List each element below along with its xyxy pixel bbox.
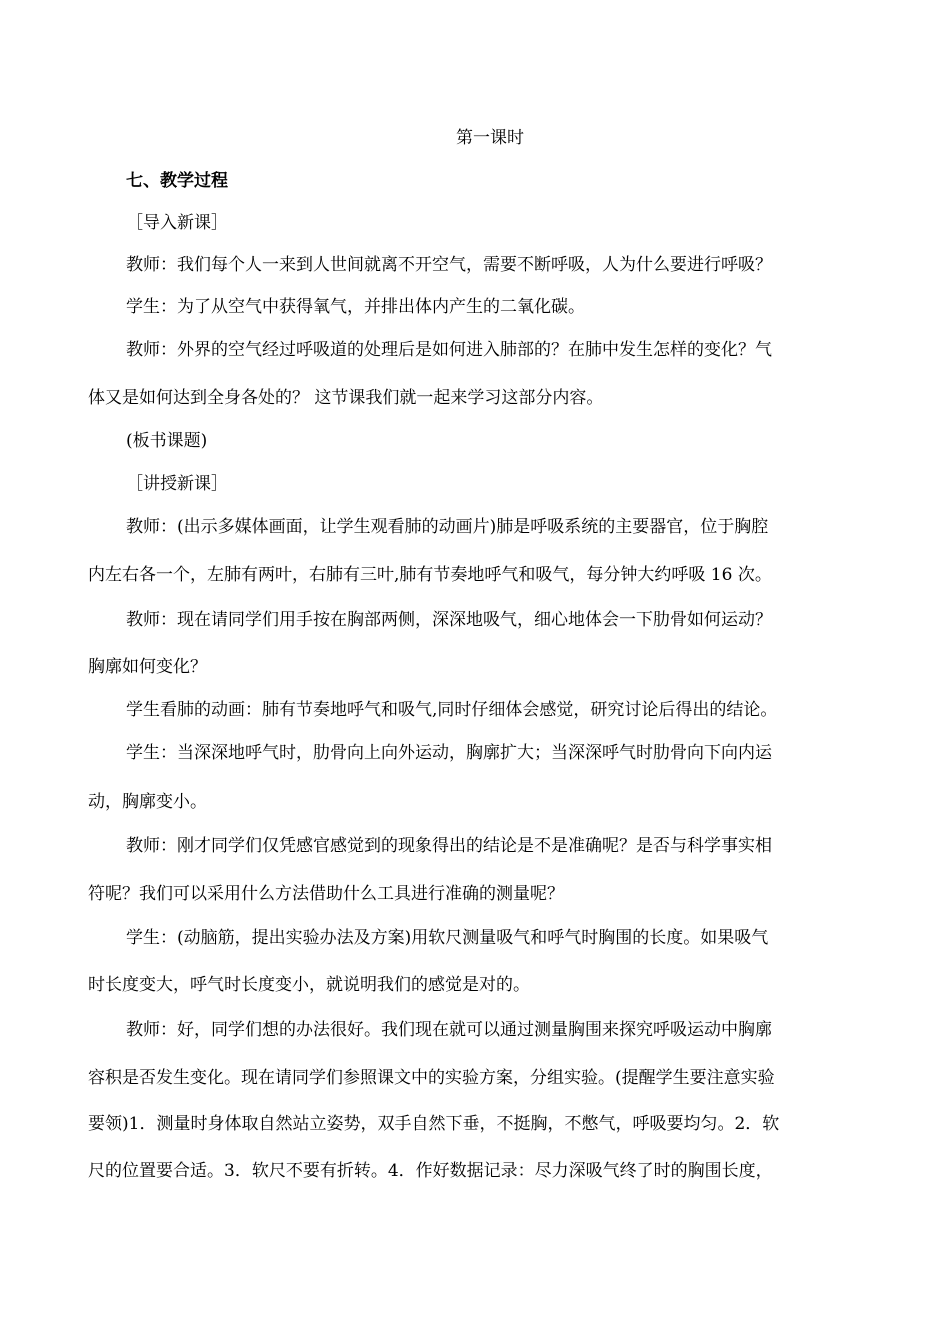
paragraph-line: 教师：好，同学们想的办法很好。我们现在就可以通过测量胸围来探究呼吸运动中胸廓 bbox=[126, 1020, 772, 1040]
paragraph-line: 教师：我们每个人一来到人世间就离不开空气，需要不断呼吸，人为什么要进行呼吸？ bbox=[126, 255, 772, 275]
paragraph-line: 学生：当深深地呼气时，肋骨向上向外运动，胸廓扩大；当深深呼气时肋骨向下向内运 bbox=[126, 743, 772, 763]
paragraph-line: 学生：(动脑筋，提出实验办法及方案)用软尺测量吸气和呼气时胸围的长度。如果吸气 bbox=[126, 928, 769, 948]
paragraph-line: 要领)1．测量时身体取自然站立姿势，双手自然下垂，不挺胸，不憋气，呼吸要均匀。2．软 bbox=[88, 1114, 780, 1134]
paragraph-line: 教师：(出示多媒体画面，让学生观看肺的动画片)肺是呼吸系统的主要器官，位于胸腔 bbox=[126, 517, 769, 537]
paragraph-line: 教师：刚才同学们仅凭感官感觉到的现象得出的结论是不是准确呢？是否与科学事实相 bbox=[126, 836, 772, 856]
paragraph-line: 学生：为了从空气中获得氧气，并排出体内产生的二氧化碳。 bbox=[126, 297, 585, 317]
paragraph-line: 胸廓如何变化？ bbox=[88, 657, 207, 677]
paragraph-line: ［导入新课］ bbox=[126, 213, 228, 233]
paragraph-line: 体又是如何达到全身各处的？ 这节课我们就一起来学习这部分内容。 bbox=[88, 388, 604, 408]
paragraph-line: 容积是否发生变化。现在请同学们参照课文中的实验方案，分组实验。(提醒学生要注意实验 bbox=[88, 1068, 775, 1088]
paragraph-line: 动，胸廓变小。 bbox=[88, 792, 207, 812]
paragraph-line: 时长度变大，呼气时长度变小，就说明我们的感觉是对的。 bbox=[88, 975, 530, 995]
paragraph-line: 学生看肺的动画：肺有节奏地呼气和吸气,同时仔细体会感觉，研究讨论后得出的结论。 bbox=[126, 700, 778, 720]
paragraph-line: 教师：外界的空气经过呼吸道的处理后是如何进入肺部的？在肺中发生怎样的变化？气 bbox=[126, 340, 772, 360]
paragraph-line: (板书课题) bbox=[126, 431, 208, 451]
paragraph-line: 内左右各一个，左肺有两叶，右肺有三叶,肺有节奏地呼气和吸气，每分钟大约呼吸 16 次。 bbox=[88, 565, 772, 585]
paragraph-line: 尺的位置要合适。3．软尺不要有折转。4．作好数据记录：尽力深吸气终了时的胸围长度， bbox=[88, 1161, 773, 1181]
paragraph-line: ［讲授新课］ bbox=[126, 474, 228, 494]
paragraph-line: 符呢？我们可以采用什么方法借助什么工具进行准确的测量呢？ bbox=[88, 884, 564, 904]
lesson-title: 第一课时 bbox=[456, 128, 524, 148]
paragraph-line: 教师：现在请同学们用手按在胸部两侧，深深地吸气，细心地体会一下肋骨如何运动？ bbox=[126, 610, 772, 630]
section-heading: 七、教学过程 bbox=[126, 171, 228, 191]
